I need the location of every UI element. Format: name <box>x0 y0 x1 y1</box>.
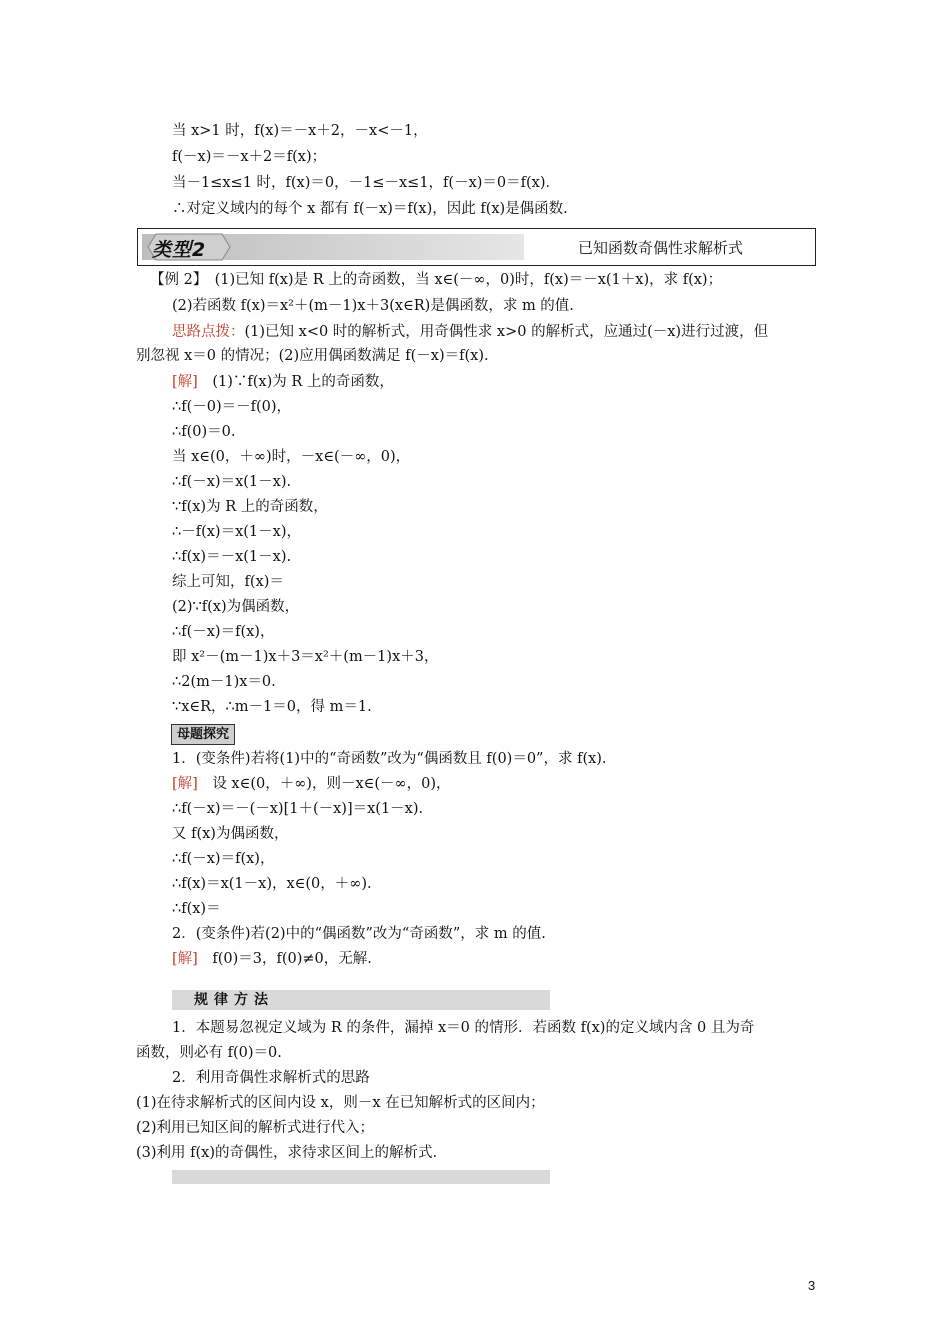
page-number: 3 <box>808 1278 816 1293</box>
rules-line: (3)利用 f(x)的奇偶性，求待求区间上的解析式. <box>136 1145 438 1161</box>
hint-text: (1)已知 x<0 时的解析式，用奇偶性求 x>0 的解析式，应通过(－x)进行过渡，但 <box>244 324 769 340</box>
section-title: 已知函数奇偶性求解析式 <box>578 239 744 257</box>
rules-line: 函数，则必有 f(0)＝0. <box>136 1045 282 1061</box>
explore-line: 又 f(x)为偶函数， <box>172 826 289 842</box>
solution-line: 综上可知，f(x)＝ <box>172 574 284 590</box>
text-line: ∴对定义域内的每个 x 都有 f(－x)＝f(x)，因此 f(x)是偶函数. <box>172 201 568 217</box>
rules-line: 1．本题易忽视定义域为 R 的条件，漏掉 x＝0 的情形．若函数 f(x)的定义域内含 0 且为奇 <box>172 1020 755 1036</box>
solution-line: ∵f(x)为 R 上的奇函数， <box>172 499 328 515</box>
solution-line: ∴f(0)＝0. <box>172 424 236 440</box>
solution-line: ∴f(－0)＝－f(0)， <box>172 399 292 415</box>
explore-question: 1．(变条件)若将(1)中的“奇函数”改为“偶函数且 f(0)＝0”，求 f(x). <box>172 751 607 767</box>
explore-line: ∴f(－x)＝－(－x)[1＋(－x)]＝x(1－x). <box>172 801 424 817</box>
solution-label: [解] <box>172 374 198 390</box>
solution-line: ∴f(x)＝－x(1－x). <box>172 549 292 565</box>
explore-question: 2．(变条件)若(2)中的“偶函数”改为“奇函数”，求 m 的值. <box>172 926 546 942</box>
hint-label: 思路点拨： <box>172 324 245 340</box>
example-line: 【例 2】 (1)已知 f(x)是 R 上的奇函数，当 x∈(－∞，0)时，f(x)＝－x(1＋x)，求 f(x)； <box>150 272 723 288</box>
solution-line: ∵x∈R，∴m－1＝0，得 m＝1. <box>172 699 372 715</box>
explore-line: ∴f(－x)＝f(x)， <box>172 851 275 867</box>
section-tag-label: 类型2 <box>152 239 207 261</box>
section-tag <box>142 234 524 260</box>
solution-label: [解] <box>172 776 198 792</box>
text-line: 当－1≤x≤1 时，f(x)＝0，－1≤－x≤1，f(－x)＝0＝f(x)． <box>172 175 560 191</box>
solution-line: ∴2(m－1)x＝0. <box>172 674 276 690</box>
rules-header <box>172 990 550 1010</box>
explore-line: ∴f(x)＝x(1－x)，x∈(0，＋∞). <box>172 876 372 892</box>
rules-line: 2．利用奇偶性求解析式的思路 <box>172 1070 370 1086</box>
explore-line: ∴f(x)＝ <box>172 901 221 917</box>
explore-line: [解] f(0)＝3，f(0)≠0，无解. <box>172 951 372 967</box>
solution-line: ∴－f(x)＝x(1－x)， <box>172 524 301 540</box>
example-line: (2)若函数 f(x)＝x²＋(m－1)x＋3(x∈R)是偶函数，求 m 的值. <box>172 298 574 314</box>
solution-line: ∴f(－x)＝x(1－x). <box>172 474 292 490</box>
solution-line: 即 x²－(m－1)x＋3＝x²＋(m－1)x＋3， <box>172 649 439 665</box>
explore-line: [解] 设 x∈(0，＋∞)，则－x∈(－∞，0)， <box>172 776 451 792</box>
rules-line: (1)在待求解析式的区间内设 x，则－x 在已知解析式的区间内； <box>136 1095 545 1111</box>
text-line: f(－x)＝－x＋2＝f(x)； <box>172 149 327 165</box>
solution-line: 当 x∈(0，＋∞)时，－x∈(－∞，0)， <box>172 449 411 465</box>
hint-line: 别忽视 x＝0 的情况；(2)应用偶函数满足 f(－x)＝f(x). <box>136 348 489 364</box>
text-line: 当 x>1 时，f(x)＝－x＋2，－x<－1， <box>172 123 428 139</box>
divider-bar <box>172 1170 550 1184</box>
hint-line <box>172 322 768 342</box>
solution-line: ∴f(－x)＝f(x)， <box>172 624 275 640</box>
solution-label: [解] <box>172 951 198 967</box>
rules-line: (2)利用已知区间的解析式进行代入； <box>136 1120 375 1136</box>
rules-label: 规律方法 <box>194 992 274 1008</box>
section-banner <box>137 228 816 266</box>
solution-line: [解] (1)∵f(x)为 R 上的奇函数， <box>172 374 394 390</box>
explore-label: 母题探究 <box>171 724 235 745</box>
solution-line: (2)∵f(x)为偶函数， <box>172 599 300 615</box>
